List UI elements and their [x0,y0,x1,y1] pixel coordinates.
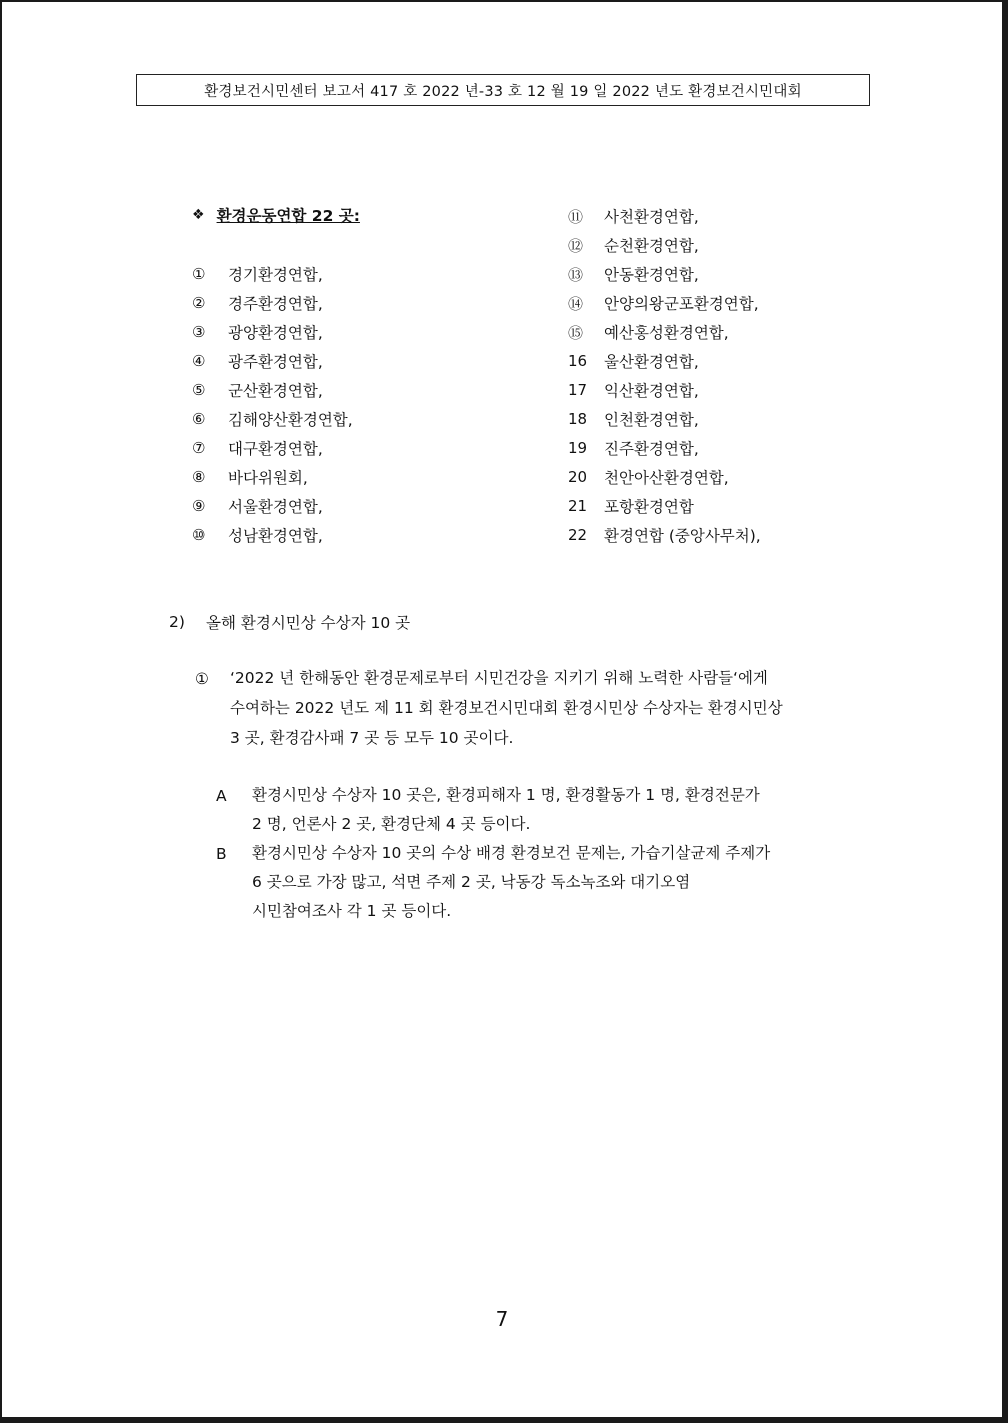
item-label: 순천환경연합, [604,237,699,255]
list-item [192,350,323,372]
item-label: 서울환경연합, [228,498,323,516]
federation-list-heading: 환경운동연합 22 곳: [216,207,360,225]
list-item [568,234,699,256]
item-label: 포항환경연합 [604,498,694,516]
list-item [568,263,699,285]
paragraph-number: ① [195,670,209,688]
list-item [568,205,699,227]
sub-item-line: 환경시민상 수상자 10 곳은, 환경피해자 1 명, 환경활동가 1 명, 환경전문가 [252,786,760,804]
sub-item-letter: A [216,787,227,805]
item-label: 안양의왕군포환경연합, [604,295,759,313]
list-item [192,321,323,343]
paragraph-line: ‘2022 년 한해동안 환경문제로부터 시민건강을 지키기 위해 노력한 사람들‘에게 [230,669,768,687]
section-number: 2) [169,613,185,631]
sub-item-line: 2 명, 언론사 2 곳, 환경단체 4 곳 등이다. [252,815,531,833]
federation-list-title [192,204,360,226]
item-number: ⑥ [192,410,206,428]
item-number: ⑩ [192,526,206,544]
sub-item-b [216,845,876,926]
sub-item-line: 환경시민상 수상자 10 곳의 수상 배경 환경보건 문제는, 가습기살균제 주제가 [252,844,771,862]
item-label: 광주환경연합, [228,353,323,371]
paragraph-1 [195,669,875,753]
list-item [568,321,729,343]
list-item [192,466,308,488]
item-label: 안동환경연합, [604,266,699,284]
report-header [136,74,870,106]
item-label: 익산환경연합, [604,382,699,400]
item-label: 광양환경연합, [228,324,323,342]
item-number: ⑮ [568,323,584,342]
item-number: ⑦ [192,439,206,457]
item-label: 울산환경연합, [604,353,699,371]
item-label: 김해양산환경연합, [228,411,353,429]
list-item [568,408,699,430]
item-number: ③ [192,323,206,341]
item-number: 18 [568,410,588,428]
paragraph-line: 3 곳, 환경감사패 7 곳 등 모두 10 곳이다. [230,729,514,747]
sub-item-letter: B [216,845,227,863]
list-item [568,379,699,401]
item-label: 인천환경연합, [604,411,699,429]
item-label: 군산환경연합, [228,382,323,400]
item-number: ⑧ [192,468,206,486]
section-heading [169,611,410,633]
list-item [568,524,761,546]
item-number: 16 [568,352,588,370]
item-number: ⑨ [192,497,206,515]
list-item [192,379,323,401]
paragraph-text [230,663,783,753]
item-label: 경주환경연합, [228,295,323,313]
list-item [192,408,353,430]
sub-item-line: 6 곳으로 가장 많고, 석면 주제 2 곳, 낙동강 독소녹조와 대기오염 [252,873,691,891]
item-number: ① [192,265,206,283]
sub-item-line: 시민참여조사 각 1 곳 등이다. [252,902,452,920]
item-number: ⑤ [192,381,206,399]
sub-item-a [216,787,876,839]
item-label: 예산홍성환경연합, [604,324,729,342]
report-header-text: 환경보건시민센터 보고서 417 호 2022 년-33 호 12 월 19 일 2022 년도 환경보건시민대회 [204,83,802,100]
item-number: 19 [568,439,588,457]
page-number: 7 [495,1307,509,1331]
item-number: ② [192,294,206,312]
item-number: ④ [192,352,206,370]
item-label: 환경연합 (중앙사무처), [604,527,761,545]
list-item [192,263,323,285]
list-item [192,495,323,517]
diamond-bullet-icon: ❖ [192,207,205,223]
sub-item-text [252,781,760,839]
item-label: 천안아산환경연합, [604,469,729,487]
item-label: 바다위원회, [228,469,308,487]
item-number: 21 [568,497,588,515]
list-item [568,292,759,314]
item-label: 대구환경연합, [228,440,323,458]
item-number: ⑪ [568,207,584,226]
list-item [568,437,699,459]
list-item [192,437,323,459]
list-item [568,495,694,517]
sub-item-text [252,839,770,926]
item-label: 경기환경연합, [228,266,323,284]
item-number: ⑫ [568,236,584,255]
list-item [192,524,323,546]
item-number: ⑬ [568,265,584,284]
item-number: 17 [568,381,588,399]
list-item [568,350,699,372]
item-label: 사천환경연합, [604,208,699,226]
list-item [192,292,323,314]
item-number: 22 [568,526,588,544]
item-number: 20 [568,468,588,486]
item-label: 진주환경연합, [604,440,699,458]
paragraph-line: 수여하는 2022 년도 제 11 회 환경보건시민대회 환경시민상 수상자는 환경시민상 [230,699,783,717]
item-label: 성남환경연합, [228,527,323,545]
section-title: 올해 환경시민상 수상자 10 곳 [206,614,411,632]
item-number: ⑭ [568,294,584,313]
list-item [568,466,729,488]
